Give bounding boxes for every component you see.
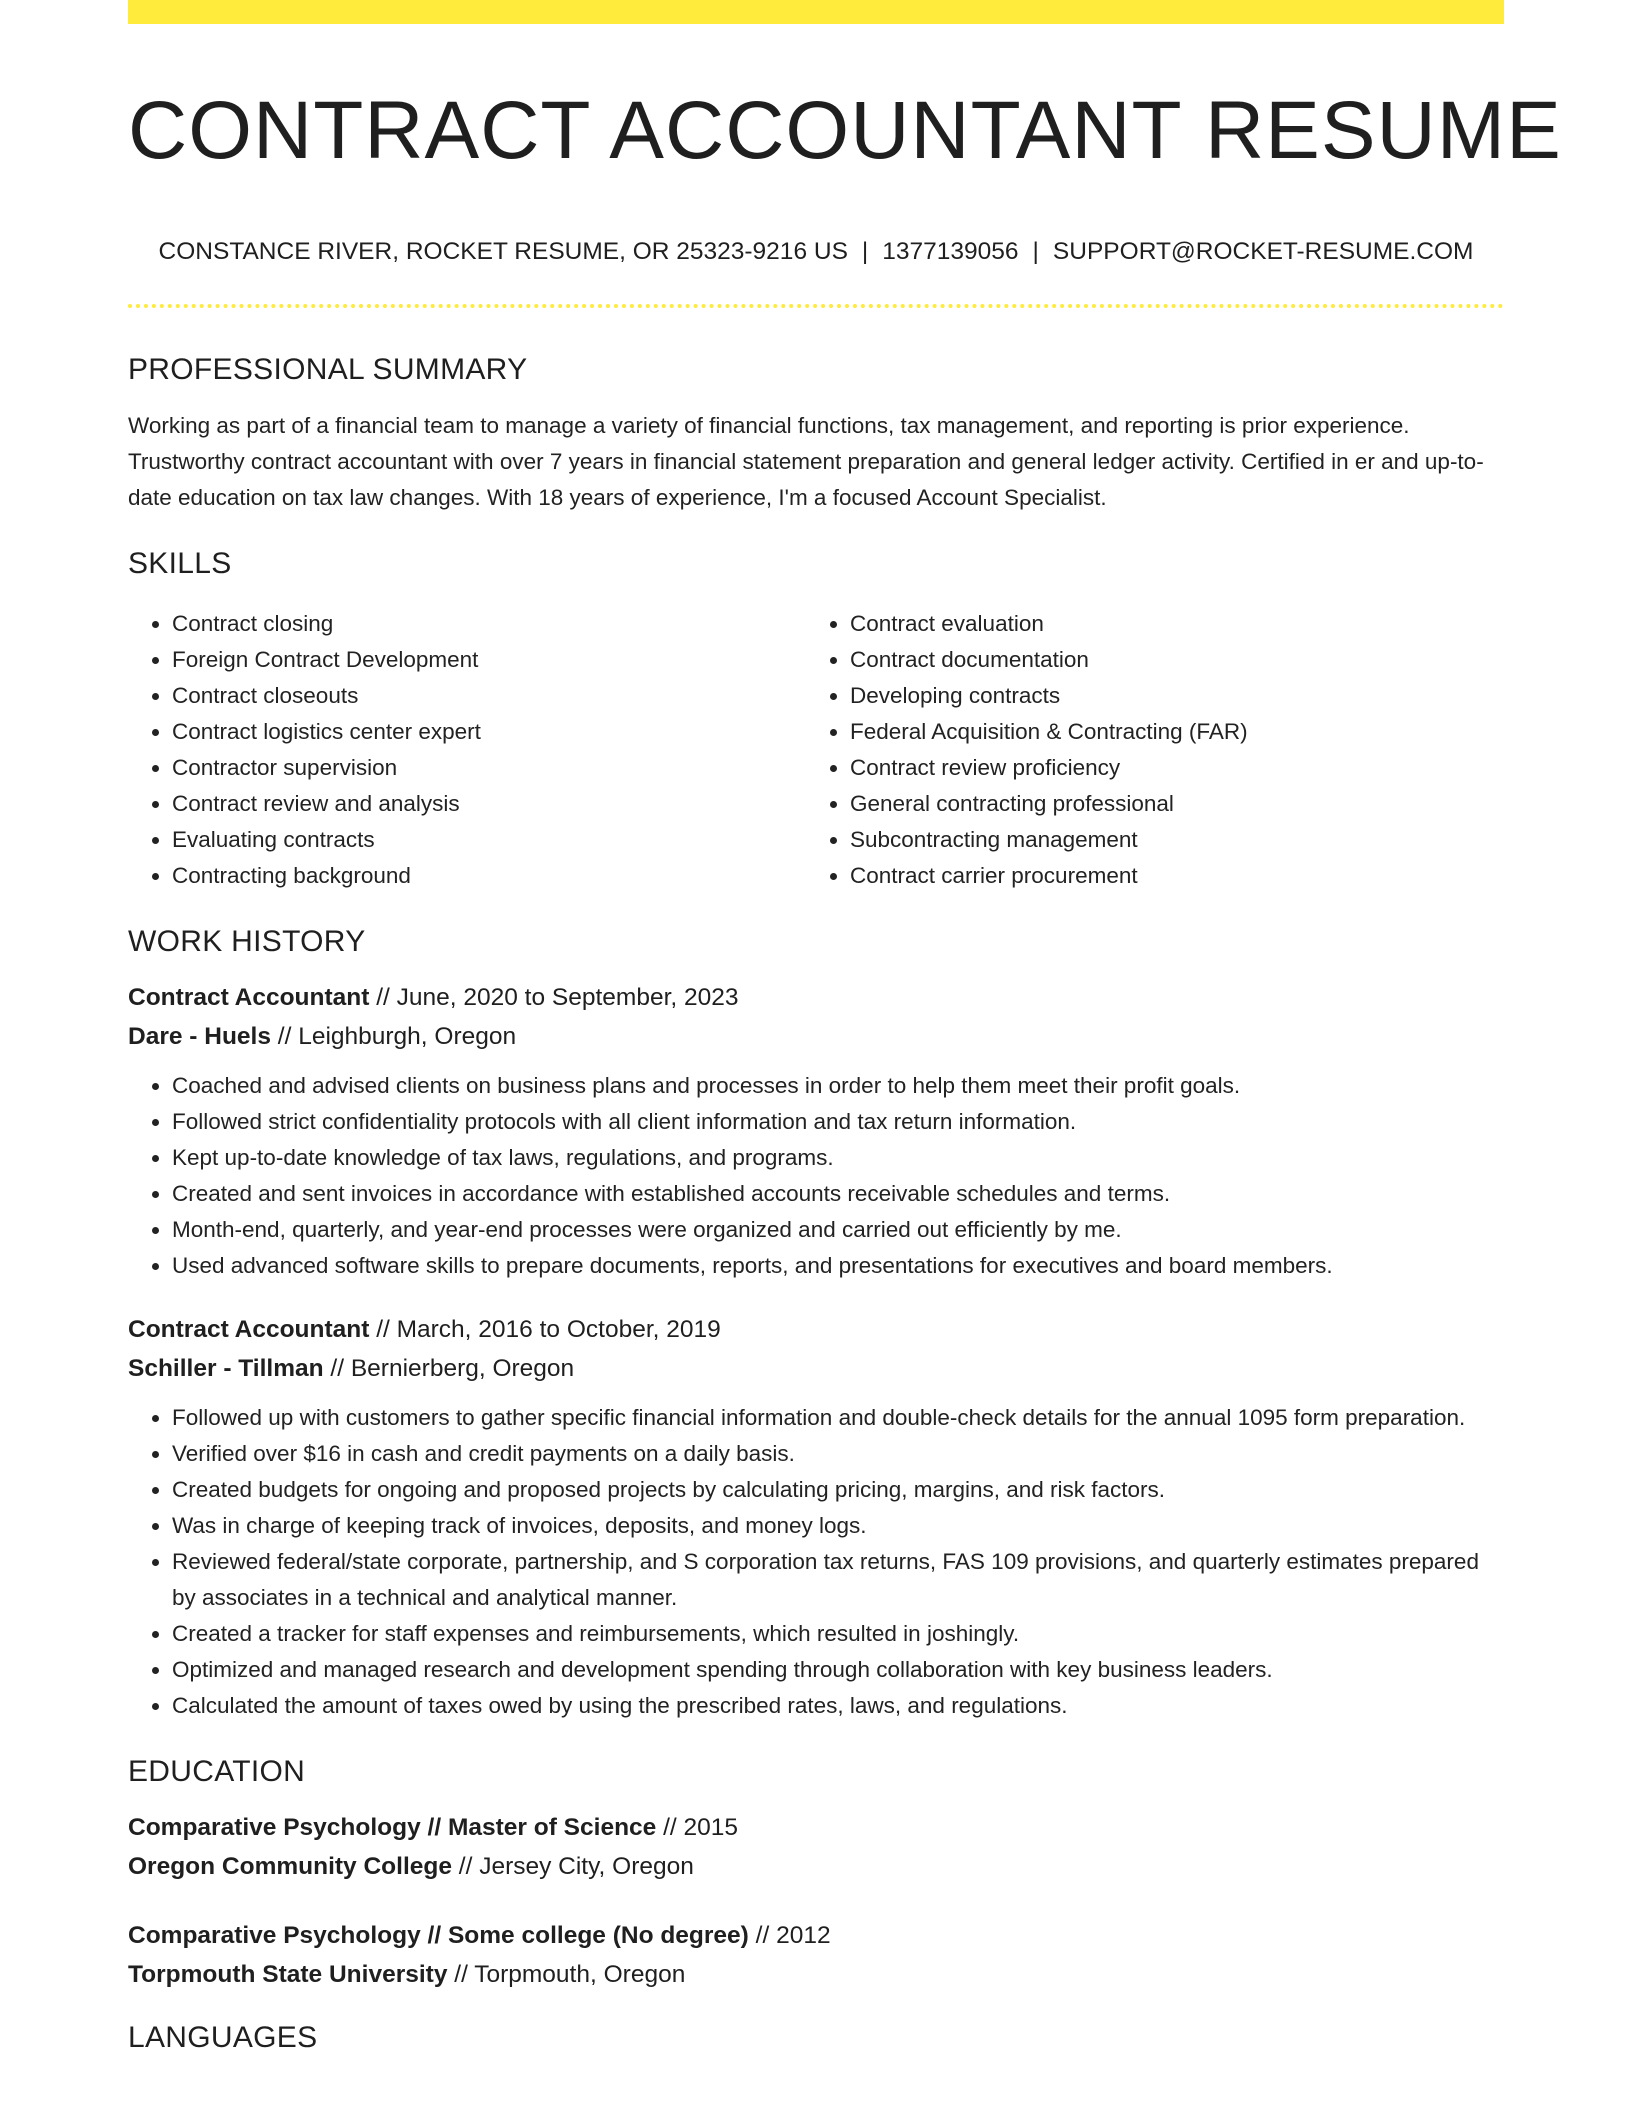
skill-item: • Federal Acquisition & Contracting (FAR) <box>850 714 1484 750</box>
employer-location: // Bernierberg, Oregon <box>323 1355 575 1383</box>
education-heading: EDUCATION <box>128 1755 306 1789</box>
contact-line <box>128 238 1504 266</box>
contact-address: CONSTANCE RIVER, ROCKET RESUME, OR 25323-9216 US <box>158 238 848 266</box>
summary-text: Working as part of a financial team to manage a variety of financial functions, tax management, and reporting is prior experience. Trustworthy contract accountant with over 7 years in financial statement preparation and general ledger activity. Certified in er and up-to-date education on tax law changes. With 18 years of experience, I'm a focused Account Specialist. <box>128 413 1484 511</box>
skill-item: • Subcontracting management <box>850 822 1484 858</box>
school-location: // Jersey City, Oregon <box>451 1853 694 1881</box>
job-bullet: • Created and sent invoices in accordance with established accounts receivable schedules and terms. <box>172 1176 1504 1212</box>
job-bullet: • Kept up-to-date knowledge of tax laws, regulations, and programs. <box>172 1140 1504 1176</box>
degree-year: // 2012 <box>748 1922 831 1950</box>
job-entry <box>128 1310 1504 1724</box>
job-dates: // June, 2020 to September, 2023 <box>369 984 739 1012</box>
contact-phone[interactable]: 1377139056 <box>882 238 1019 266</box>
job-title-line <box>128 978 1504 1017</box>
skill-item: • Evaluating contracts <box>172 822 806 858</box>
dotted-divider <box>128 304 1504 308</box>
skill-item: • Contract carrier procurement <box>850 858 1484 894</box>
job-bullet: • Coached and advised clients on business plans and processes in order to help them meet their profit goals. <box>172 1068 1504 1104</box>
school-line <box>128 1955 1504 1994</box>
resume-page <box>128 0 1562 2056</box>
contact-separator: | <box>1032 238 1039 266</box>
degree-line <box>128 1916 1504 1955</box>
skill-item: • Developing contracts <box>850 678 1484 714</box>
skill-item: • Contract review proficiency <box>850 750 1484 786</box>
degree-line <box>128 1808 1504 1847</box>
job-bullet: • Reviewed federal/state corporate, partnership, and S corporation tax returns, FAS 109 provisions, and quarterly estimates prepared by associates in a technical and analytical manner. <box>172 1544 1504 1616</box>
skills-grid <box>128 606 1504 894</box>
job-dates: // March, 2016 to October, 2019 <box>369 1316 721 1344</box>
contact-email[interactable]: SUPPORT@ROCKET-RESUME.COM <box>1052 238 1474 266</box>
summary-heading: PROFESSIONAL SUMMARY <box>128 353 528 387</box>
education-entry <box>128 1808 1504 1886</box>
school-line <box>128 1847 1504 1886</box>
employer-location: // Leighburgh, Oregon <box>270 1023 517 1051</box>
job-bullet: • Created a tracker for staff expenses and reimbursements, which resulted in joshingly. <box>172 1616 1504 1652</box>
job-bullets <box>128 1400 1504 1724</box>
contact-separator: | <box>861 238 869 266</box>
school-location: // Torpmouth, Oregon <box>447 1961 686 1989</box>
accent-top-bar <box>128 0 1504 24</box>
job-title: Contract Accountant <box>128 984 370 1012</box>
skill-item: • Contract review and analysis <box>172 786 806 822</box>
work-history-heading: WORK HISTORY <box>128 925 366 959</box>
job-entry <box>128 978 1504 1284</box>
employer-name: Dare - Huels <box>128 1023 271 1051</box>
skills-column-left <box>128 606 806 894</box>
job-title-line <box>128 1310 1504 1349</box>
school-name: Torpmouth State University <box>128 1961 448 1989</box>
job-bullet: • Used advanced software skills to prepare documents, reports, and presentations for executives and board members. <box>172 1248 1504 1284</box>
education-entry <box>128 1916 1504 1994</box>
job-bullet: • Created budgets for ongoing and proposed projects by calculating pricing, margins, and risk factors. <box>172 1472 1504 1508</box>
job-bullet: • Optimized and managed research and development spending through collaboration with key business leaders. <box>172 1652 1504 1688</box>
job-bullet: • Was in charge of keeping track of invoices, deposits, and money logs. <box>172 1508 1504 1544</box>
resume-title: CONTRACT ACCOUNTANT RESUME <box>128 85 1562 176</box>
skill-item: • Contractor supervision <box>172 750 806 786</box>
employer-line <box>128 1017 1504 1056</box>
employer-name: Schiller - Tillman <box>128 1355 324 1383</box>
skill-item: • Contract evaluation <box>850 606 1484 642</box>
employer-line <box>128 1349 1504 1388</box>
languages-heading: LANGUAGES <box>128 2021 318 2055</box>
skill-item: • Contract closeouts <box>172 678 806 714</box>
skill-item: • Contract logistics center expert <box>172 714 806 750</box>
degree-name: Comparative Psychology // Master of Science <box>128 1814 657 1842</box>
skill-item: • Contract documentation <box>850 642 1484 678</box>
job-bullets <box>128 1068 1504 1284</box>
skill-item: • General contracting professional <box>850 786 1484 822</box>
skills-heading: SKILLS <box>128 547 232 581</box>
skill-item: • Foreign Contract Development <box>172 642 806 678</box>
job-bullet: • Verified over $16 in cash and credit payments on a daily basis. <box>172 1436 1504 1472</box>
job-title: Contract Accountant <box>128 1316 370 1344</box>
job-bullet: • Month-end, quarterly, and year-end processes were organized and carried out efficiently by me. <box>172 1212 1504 1248</box>
school-name: Oregon Community College <box>128 1853 452 1881</box>
job-bullet: • Followed up with customers to gather specific financial information and double-check details for the annual 1095 form preparation. <box>172 1400 1504 1436</box>
degree-name: Comparative Psychology // Some college (No degree) <box>128 1922 749 1950</box>
skill-item: • Contract closing <box>172 606 806 642</box>
degree-year: // 2015 <box>656 1814 739 1842</box>
job-bullet: • Followed strict confidentiality protocols with all client information and tax return information. <box>172 1104 1504 1140</box>
skill-item: • Contracting background <box>172 858 806 894</box>
skills-column-right <box>806 606 1484 894</box>
job-bullet: • Calculated the amount of taxes owed by using the prescribed rates, laws, and regulations. <box>172 1688 1504 1724</box>
